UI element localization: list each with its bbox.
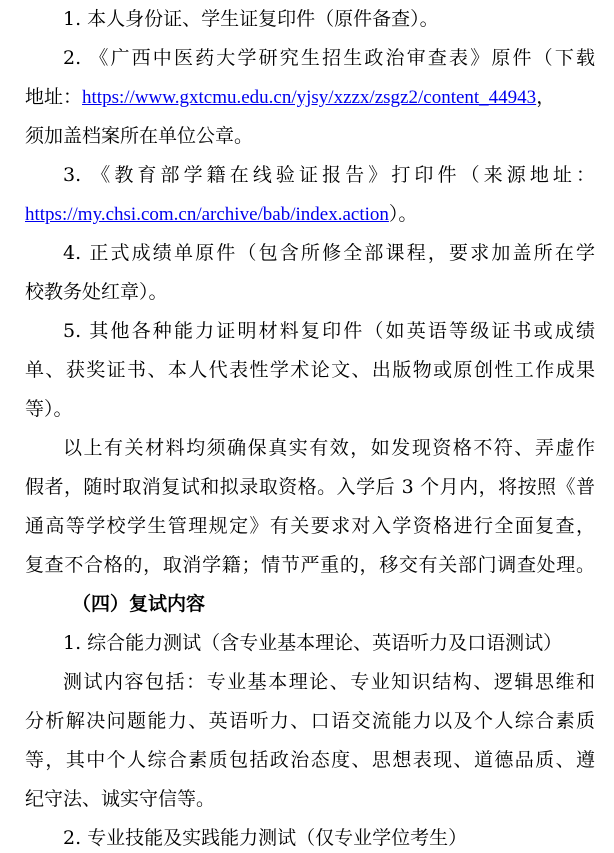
item-5-text-cont: 单、获奖证书、本人代表性学术论文、出版物或原创性工作成果 — [25, 359, 595, 381]
subsection-1-body: 纪守法、诚实守信等。 — [25, 788, 216, 810]
item-4-text: 4. 正式成绩单原件（包含所修全部课程，要求加盖所在学 — [63, 242, 595, 264]
subsection-1-body: 分析解决问题能力、英语听力、口语交流能力以及个人综合素质 — [25, 710, 595, 732]
item-5-line-2 — [25, 355, 595, 385]
item-4-text-cont: 校教务处红章）。 — [25, 281, 168, 303]
item-5-text: 5. 其他各种能力证明材料复印件（如英语等级证书或成绩 — [63, 320, 595, 342]
item-1-text: 1. 本人身份证、学生证复印件（原件备查）。 — [63, 8, 439, 30]
subsection-1-body-line-4 — [25, 784, 595, 814]
item-4-line-1 — [63, 238, 595, 268]
subsection-1-body-line-2 — [25, 706, 595, 736]
subsection-2-title — [63, 823, 595, 853]
punctuation: ， — [536, 86, 556, 108]
paragraph-line-2 — [25, 472, 595, 502]
paragraph-text: 通高等学校学生管理规定》有关要求对入学资格进行全面复查， — [25, 515, 595, 537]
item-5-line-1 — [63, 316, 595, 346]
section-heading — [72, 589, 595, 619]
paragraph-line-1 — [63, 433, 595, 463]
item-2-note: 须加盖档案所在单位公章。 — [25, 125, 254, 147]
subsection-1-body-line-1 — [63, 667, 595, 697]
item-2-text: 2. 《广西中医药大学研究生招生政治审查表》原件（下载 — [63, 47, 595, 69]
download-link[interactable]: https://www.gxtcmu.edu.cn/yjsy/xzzx/zsgz2/content_44943 — [82, 87, 537, 108]
item-2-line-1 — [63, 43, 595, 73]
item-2-line-2 — [25, 82, 595, 112]
item-3-line-2 — [25, 199, 595, 229]
subsection-1-body: 等，其中个人综合素质包括政治态度、思想表现、道德品质、遵 — [25, 749, 595, 771]
item-3-text: 3. 《教育部学籍在线验证报告》打印件（来源地址： — [63, 164, 595, 186]
paragraph-line-3 — [25, 511, 595, 541]
item-1 — [63, 4, 595, 34]
subsection-1-title — [63, 628, 595, 658]
chsi-link[interactable]: https://my.chsi.com.cn/archive/bab/index.action — [25, 204, 389, 225]
paragraph-text: 以上有关材料均须确保真实有效，如发现资格不符、弄虚作 — [63, 437, 595, 459]
paragraph-text: 复查不合格的，取消学籍；情节严重的，移交有关部门调查处理。 — [25, 554, 595, 576]
subsection-1-title-text: 1. 综合能力测试（含专业基本理论、英语听力及口语测试） — [63, 632, 563, 654]
item-4-line-2 — [25, 277, 595, 307]
section-heading-text: （四）复试内容 — [72, 593, 206, 615]
item-5-text-end: 等）。 — [25, 398, 73, 420]
punctuation: ）。 — [388, 203, 418, 225]
item-3-line-1 — [63, 160, 595, 190]
paragraph-line-4 — [25, 550, 595, 580]
subsection-1-body: 测试内容包括：专业基本理论、专业知识结构、逻辑思维和 — [63, 671, 595, 693]
subsection-1-body-line-3 — [25, 745, 595, 775]
paragraph-text: 假者，随时取消复试和拟录取资格。入学后 3 个月内，将按照《普 — [25, 476, 595, 498]
address-label: 地址： — [25, 86, 83, 108]
subsection-2-title-text: 2. 专业技能及实践能力测试（仅专业学位考生） — [63, 827, 468, 849]
item-2-line-3 — [25, 121, 595, 151]
item-5-line-3 — [25, 394, 595, 424]
